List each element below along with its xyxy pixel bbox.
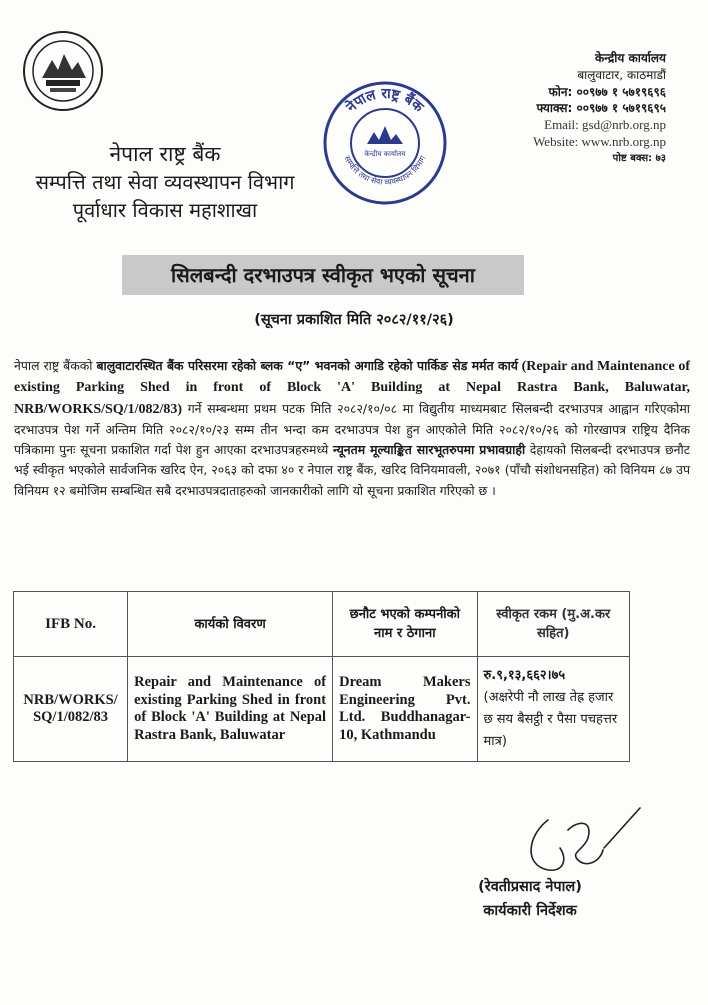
body-evaluation-basis: न्यूनतम मूल्याङ्कित सारभूतरुपमा प्रभावग्राही	[332, 442, 526, 458]
table-row	[14, 657, 630, 762]
header-amount: स्वीकृत रकम (मु.अ.कर सहित)	[477, 592, 630, 657]
stamp-top-text: नेपाल राष्ट्र बैंक	[343, 85, 427, 116]
phone-number: फोन: ००९७७ १ ५७१९६९६	[548, 84, 666, 99]
amount-figure: रु.९,१३,६६२।७५	[483, 668, 566, 683]
email-address: Email: gsd@nrb.org.np	[544, 117, 666, 133]
body-procurement-history: गर्ने सम्बन्धमा प्रथम पटक मिति २०८२/१०/०८ मा विद्युतीय माध्यमबाट सिलबन्दी दरभाउपत्र आह्वान गरिएकोमा दरभाउपत्र पेश गर्ने अन्तिम मिति २०८२/१०/२३ सम्म तीन भन्दा कम दरभाउपत्र पेश हुन आएकोले मिति २०८२/१०/२६ को गोरखापत्र राष्ट्रिय दैनिक पत्रिकामा पुनः सूचना प्रकाशित गर्दा पेश हुन आएका दरभाउपत्रहरुमध्ये	[14, 400, 690, 458]
table-header-row	[14, 592, 630, 657]
body-work-english: (Repair and Maintenance of existing Parking Shed in front of Block 'A' Building at Nepal Rastra Bank, Baluwatar, NRB/WORKS/SQ/1/082/83)	[14, 359, 690, 417]
signatory-title: कार्यकारी निर्देशक	[483, 903, 577, 919]
publication-date: (सूचना प्रकाशित मिति २०८२/११/२६)	[254, 312, 454, 328]
website-url: Website: www.nrb.org.np	[533, 133, 666, 149]
amount-words: (अक्षरेपी नौ लाख तेह्र हजार छ सय बैसट्ठी र पैसा पचहत्तर मात्र)	[483, 690, 618, 749]
body-intro: नेपाल राष्ट्र बैंकको	[14, 358, 97, 373]
body-work-name: बालुवाटारस्थित बैंक परिसरमा रहेको ब्लक “ए” भवनको अगाडि रहेको पार्किङ सेड मर्मत कार्य	[96, 358, 518, 373]
po-box: पोष्ट बक्स: ७३	[612, 152, 666, 164]
fax-number: फ्याक्स: ००९७७ १ ५७१९६९५	[536, 101, 666, 116]
division-name: पूर्वाधार विकास महाशाखा	[72, 198, 258, 222]
notice-title: सिलबन्दी दरभाउपत्र स्वीकृत भएको सूचना	[171, 263, 475, 287]
office-address: बालुवाटार, काठमाडौं	[577, 67, 666, 82]
org-name: नेपाल राष्ट्र बैंक	[109, 142, 221, 166]
official-stamp	[322, 80, 448, 206]
bank-logo-emblem	[22, 30, 104, 112]
cell-ifb: NRB/WORKS/ SQ/1/082/83	[14, 657, 128, 762]
office-label: केन्द्रीय कार्यालय	[594, 51, 666, 65]
header-ifb: IFB No.	[14, 592, 128, 657]
contact-block	[533, 50, 666, 168]
stamp-bottom-text: सम्पत्ति तथा सेवा व्यवस्थापन विभाग	[342, 154, 428, 187]
cell-description: Repair and Maintenance of existing Parking Shed in front of Block 'A' Building at Nepal Rastra Bank, Baluwatar	[128, 657, 333, 762]
department-name: सम्पत्ति तथा सेवा व्यवस्थापन विभाग	[35, 170, 295, 194]
award-table	[13, 591, 630, 762]
header-company: छनौट भएको कम्पनीको नाम र ठेगाना	[333, 592, 477, 657]
cell-amount	[477, 657, 630, 762]
cell-company: Dream Makers Engineering Pvt. Ltd. Buddhanagar-10, Kathmandu	[333, 657, 477, 762]
header-work-description: कार्यको विवरण	[128, 592, 333, 657]
notice-body	[14, 356, 690, 501]
handwritten-signature	[508, 790, 648, 890]
stamp-center-text: केन्द्रीय कार्यालय	[364, 150, 406, 158]
signatory-name: (रेवतीप्रसाद नेपाल)	[478, 879, 582, 895]
body-legal-basis: देहायको सिलबन्दी दरभाउपत्र छनौट भई स्वीकृत भएकोले सार्वजनिक खरिद ऐन, २०६३ को दफा ४० र नेपाल राष्ट्र बैंक, खरिद विनियमावली, २०७१ (पाँचौ संशोधनसहित) को विनियम ८७ उप विनियम १२ बमोजिम सम्बन्धित सबै दरभाउपत्रदाताहरुको जानकारीको लागि यो सूचना प्रकाशित गरिएको छ ।	[14, 442, 690, 498]
